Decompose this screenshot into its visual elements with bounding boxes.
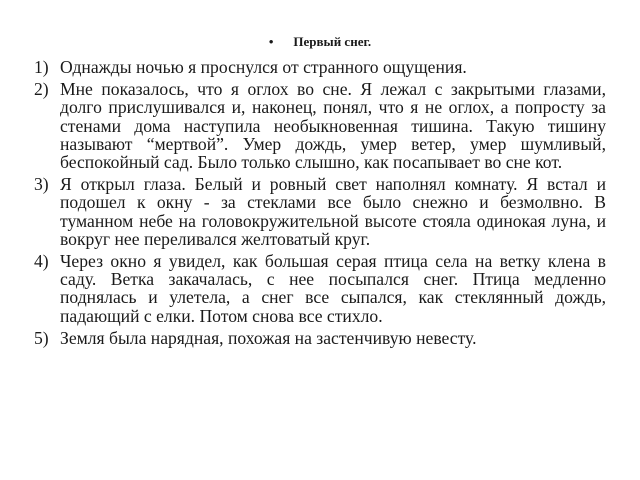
paragraph-5 <box>34 329 606 347</box>
paragraph-number: 3) <box>34 174 49 195</box>
paragraph-number: 5) <box>34 327 49 348</box>
paragraph-number: 4) <box>34 251 49 272</box>
paragraph-2 <box>34 80 606 171</box>
paragraph-text: Земля была нарядная, похожая на застенчивую невесту. <box>60 327 477 348</box>
paragraph-3 <box>34 175 606 248</box>
paragraph-4 <box>34 252 606 325</box>
paragraph-text: Мне показалось, что я оглох во сне. Я лежал с закрытыми глазами, долго прислушивался и, наконец, понял, что я не оглох, а попросту за стенами дома наступила необыкновенная тишина. Такую тишину называют “мертвой”. Умер дождь, умер ветер, умер шумливый, беспокойный сад. Было только слышно, как посапывает во сне кот. <box>60 79 606 173</box>
paragraph-text: Однажды ночью я проснулся от странного ощущения. <box>60 57 467 77</box>
paragraph-number: 1) <box>34 57 49 77</box>
paragraph-1 <box>34 58 606 76</box>
document-title: Первый снег. <box>293 34 372 49</box>
paragraph-number: 2) <box>34 79 49 100</box>
paragraph-text: Я открыл глаза. Белый и ровный свет наполнял комнату. Я встал и подошел к окну - за стеклами все было снежно и безмолвно. В туманном небе на головокружительной высоте стояла одинокая луна, и вокруг нее переливался желтоватый круг. <box>60 174 606 249</box>
title-row <box>34 34 606 50</box>
paragraph-list <box>34 58 606 347</box>
paragraph-text: Через окно я увидел, как большая серая птица села на ветку клена в саду. Ветка закачалась, с нее посыпался снег. Птица медленно поднялась и улетела, а снег все сыпался, как стеклянный дождь, падающий с елки. Потом снова все стихло. <box>60 251 606 326</box>
bullet-icon: • <box>268 34 274 49</box>
